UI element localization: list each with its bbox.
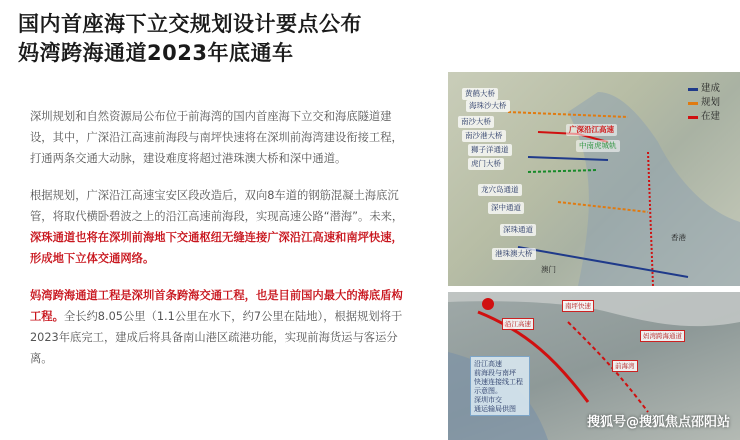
- map-label: 南沙大桥: [458, 116, 494, 128]
- map-box-label: 南坪快速: [562, 300, 594, 312]
- article-headline: [18, 10, 438, 68]
- map-label: 澳门: [541, 265, 556, 274]
- paragraph-2-text: 根据规划，广深沿江高速宝安区段改造后，双向8车道的钢筋混凝土海底沉管，将取代横卧碧波之上的沿江高速前海段，实现高速公路“潜海”。未来，: [30, 189, 404, 223]
- caption-line: 前海段与南坪: [474, 369, 516, 377]
- legend-item: [688, 82, 736, 96]
- map-box-label: 沿江高速: [502, 318, 534, 330]
- legend-swatch: [688, 102, 698, 105]
- source-watermark: 搜狐号@搜狐焦点邵阳站: [586, 415, 730, 430]
- paragraph-2: [30, 185, 410, 269]
- caption-line: 深圳市交: [474, 396, 502, 404]
- headline-line-1: 国内首座海下立交规划设计要点公布: [18, 12, 362, 36]
- legend-item: [688, 110, 736, 124]
- map-label: 海珠沙大桥: [466, 100, 510, 112]
- article-body: [30, 106, 410, 385]
- map-label: 虎门大桥: [468, 158, 504, 170]
- paragraph-3-text: 全长约8.05公里（1.1公里在水下，约7公里在陆地），根据规划将于2023年底完工，建成后将具备南山港区疏港功能，实现前海货运与客运分离。: [30, 310, 403, 365]
- headline-line-2: 妈湾跨海通道2023年底通车: [18, 41, 294, 65]
- paragraph-2-highlight: 深珠通道也将在深圳前海地下交通枢纽无缝连接广深沿江高速和南坪快速，形成地下立体交通网络。: [30, 231, 403, 265]
- map-label: 中南虎城轨: [576, 140, 620, 152]
- legend-label: 规划: [701, 97, 721, 108]
- legend-label: 在建: [701, 111, 721, 122]
- caption-line: 快速连接线工程: [474, 378, 523, 386]
- map-label: 港珠澳大桥: [492, 248, 536, 260]
- legend-swatch: [688, 88, 698, 91]
- land-area: [448, 292, 740, 326]
- map-box-label: 妈湾跨海通道: [640, 330, 685, 342]
- caption-line: 示意图。: [474, 387, 502, 395]
- paragraph-3-highlight: 妈湾跨海通道工程是深圳首条跨海交通工程，也是目前国内最大的海底盾构工程。: [30, 289, 403, 323]
- map-box-label: 前海湾: [612, 360, 638, 372]
- map-label: 黄鹤大桥: [462, 88, 498, 100]
- legend-item: [688, 96, 736, 110]
- map-caption: [470, 356, 530, 416]
- map-label: 狮子洋通道: [468, 144, 512, 156]
- caption-line: 沿江高速: [474, 360, 502, 368]
- caption-line: 通运输局供图: [474, 405, 516, 413]
- paragraph-3: [30, 285, 410, 369]
- location-pin-icon: [482, 298, 494, 310]
- map-label: 南沙港大桥: [462, 130, 506, 142]
- map-label: 深中通道: [488, 202, 524, 214]
- paragraph-1: 深圳规划和自然资源局公布位于前海湾的国内首座海下立交和海底隧道建设，其中，广深沿江高速前海段与南坪快速将在深圳前海湾建设衔接工程，打通两条交通大动脉，建设难度将超过港珠澳大桥和深中通道。: [30, 110, 403, 165]
- map-label: 深珠通道: [500, 224, 536, 236]
- legend-label: 建成: [701, 83, 721, 94]
- legend-swatch: [688, 116, 698, 119]
- map-label: 龙穴岛通道: [478, 184, 522, 196]
- map-label: 香港: [671, 233, 686, 242]
- map-label: 广深沿江高速: [566, 124, 617, 136]
- map-legend: [688, 82, 736, 124]
